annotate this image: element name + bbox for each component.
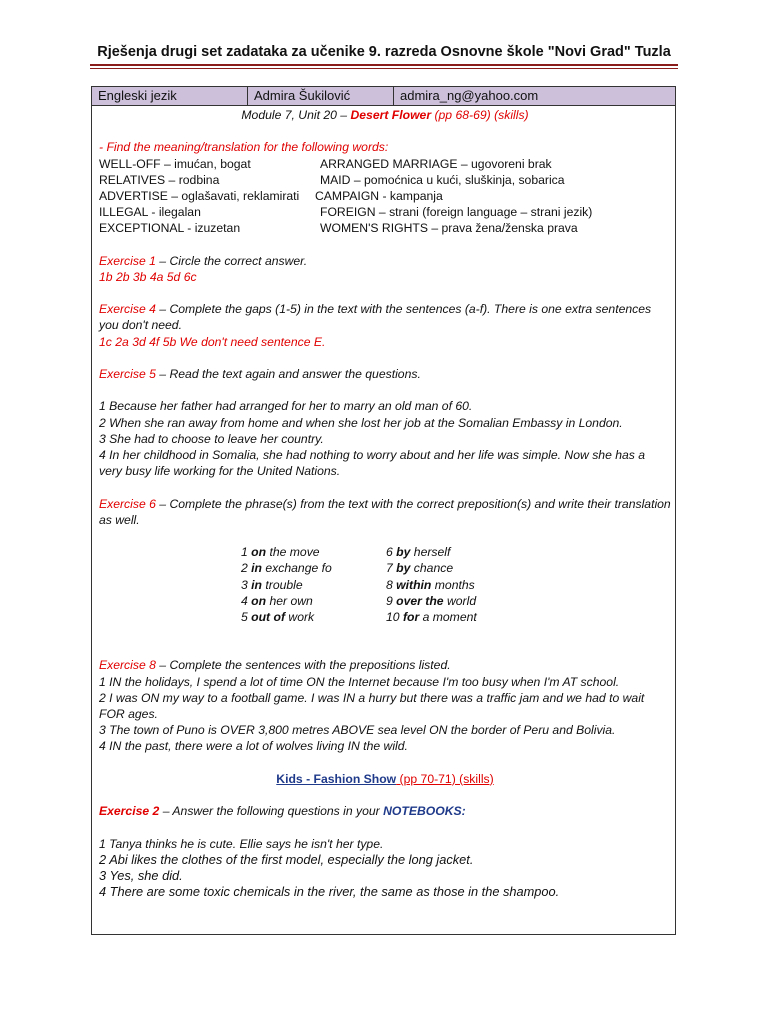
exercise-8-answer: 2 I was ON my way to a football game. I was IN a hurry but there was a traffic jam and we had to wait FOR ages. bbox=[99, 690, 645, 722]
teacher-cell: Admira Šukilović bbox=[248, 87, 394, 105]
exercise-8-answer: 1 IN the holidays, I spend a lot of time ON the Internet because I'm too busy when I'm AT school. bbox=[99, 674, 620, 689]
vocab-instruction: - Find the meaning/translation for the following words: bbox=[99, 140, 389, 155]
preposition-row: 5 out of work 10 for a moment bbox=[241, 609, 477, 624]
header-row bbox=[92, 87, 675, 106]
kids-heading: Kids - Fashion Show (pp 70-71) (skills) bbox=[276, 771, 494, 786]
kids-title: Kids - Fashion Show bbox=[276, 771, 397, 786]
exercise-8-answer: 4 IN the past, there were a lot of wolves living IN the wild. bbox=[99, 739, 408, 754]
vocab-row: WELL-OFF – imućan, bogat ARRANGED MARRIAGE – ugovoreni brak bbox=[99, 156, 552, 171]
title-rule-thin bbox=[90, 68, 678, 69]
exercise-5-answer: 3 She had to choose to leave her country. bbox=[99, 431, 324, 446]
exercise-2-answer: 1 Tanya thinks he is cute. Ellie says he isn't her type. bbox=[99, 836, 384, 851]
email-cell: admira_ng@yahoo.com bbox=[400, 88, 539, 103]
exercise-8-heading: Exercise 8 – Complete the sentences with the prepositions listed. bbox=[99, 658, 451, 673]
exercise-5-answer: 4 In her childhood in Somalia, she had nothing to worry about and her life was simple. Now she has a very busy life working for the United Nations. bbox=[99, 447, 646, 479]
vocab-row: RELATIVES – rodbina MAID – pomoćnica u kući, sluškinja, sobarica bbox=[99, 172, 565, 187]
exercise-1-answers: 1b 2b 3b 4a 5d 6c bbox=[99, 269, 197, 284]
preposition-row: 1 on the move 6 by herself bbox=[241, 545, 451, 560]
vocab-row: ADVERTISE – oglašavati, reklamirati CAMPAIGN - kampanja bbox=[99, 188, 443, 203]
exercise-5-answer: 2 When she ran away from home and when she lost her job at the Somalian Embassy in London. bbox=[99, 415, 623, 430]
exercise-2-heading: Exercise 2 – Answer the following questions in your NOTEBOOKS: bbox=[99, 804, 466, 819]
exercise-6-heading: Exercise 6 – Complete the phrase(s) from the text with the correct preposition(s) and write their translation as well. bbox=[99, 496, 671, 527]
exercise-5-answer: 1 Because her father had arranged for her to marry an old man of 60. bbox=[99, 399, 473, 414]
exercise-2-answer: 2 Abi likes the clothes of the first model, especially the long jacket. bbox=[99, 851, 474, 867]
preposition-row: 3 in trouble 8 within months bbox=[241, 577, 475, 592]
exercise-1-heading: Exercise 1 – Circle the correct answer. bbox=[99, 253, 308, 268]
vocab-row: ILLEGAL - ilegalan FOREIGN – strani (foreign language – strani jezik) bbox=[99, 205, 593, 220]
title-rule bbox=[90, 64, 678, 66]
document-title: Rješenja drugi set zadataka za učenike 9. razreda Osnovne škole "Novi Grad" Tuzla bbox=[97, 44, 671, 60]
answer-table bbox=[91, 86, 676, 935]
vocab-row: EXCEPTIONAL - izuzetan WOMEN'S RIGHTS – prava žena/ženska prava bbox=[99, 221, 578, 236]
exercise-8-answer: 3 The town of Puno is OVER 3,800 metres ABOVE sea level ON the border of Peru and Bolivia. bbox=[99, 723, 616, 738]
content-area bbox=[99, 107, 671, 900]
preposition-row: 4 on her own 9 over the world bbox=[241, 593, 477, 608]
exercise-5-heading: Exercise 5 – Read the text again and answer the questions. bbox=[99, 367, 421, 382]
exercise-4-heading: Exercise 4 – Complete the gaps (1-5) in the text with the sentences (a-f). There is one extra sentences you don't need. bbox=[99, 302, 652, 333]
exercise-4-answers: 1c 2a 3d 4f 5b We don't need sentence E. bbox=[99, 334, 326, 349]
subject-cell: Engleski jezik bbox=[92, 87, 248, 105]
exercise-2-answer: 4 There are some toxic chemicals in the river, the same as those in the shampoo. bbox=[99, 884, 560, 900]
exercise-2-answer: 3 Yes, she did. bbox=[99, 867, 183, 883]
module-title: Desert Flower bbox=[350, 108, 432, 122]
preposition-row: 2 in exchange fo 7 by chance bbox=[241, 561, 454, 576]
module-heading: Module 7, Unit 20 – Desert Flower (pp 68-69) (skills) bbox=[241, 108, 529, 122]
